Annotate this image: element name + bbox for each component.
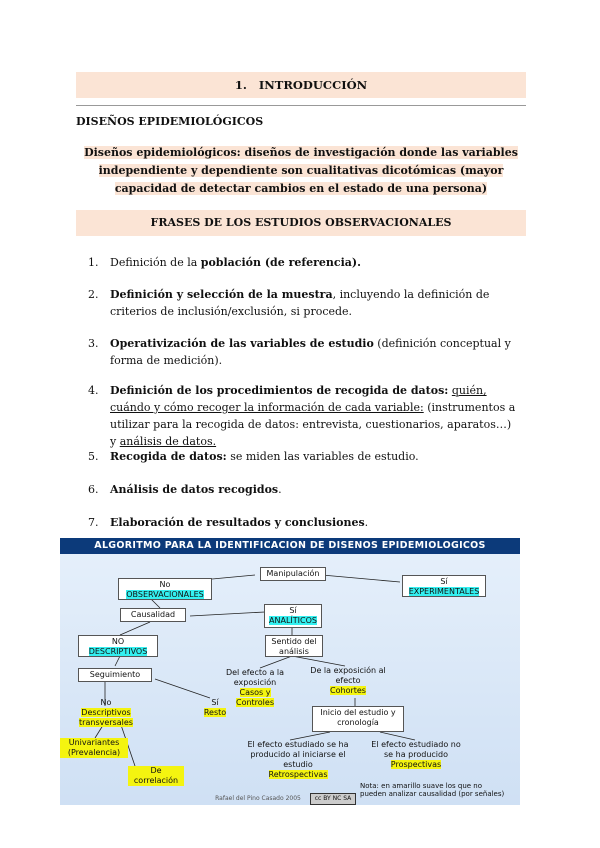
item-number: 6. (88, 483, 99, 496)
item-bold: Análisis de datos recogidos (110, 483, 279, 496)
page-subtitle: DISEÑOS EPIDEMIOLÓGICOS (76, 115, 264, 128)
retrospectivas-label: Retrospectivas (268, 770, 328, 779)
connector (120, 622, 150, 635)
resto-label: Resto (203, 708, 227, 717)
section-title: INTRODUCCIÓN (258, 78, 368, 92)
item-text: (instrumentos a utilizar para la recogida de datos: entrevista, cuestionarios, aparatos…) y (110, 401, 516, 448)
casos-label: Casos y Controles (235, 688, 274, 707)
item-text: . (364, 516, 369, 529)
experimentales-label: EXPERIMENTALES (408, 587, 480, 596)
connector (115, 656, 120, 666)
diagram-author: Rafael del Pino Casado 2005 (215, 795, 301, 802)
list-item (88, 335, 518, 369)
si3-label: Sí (211, 698, 219, 707)
definition-paragraph (76, 144, 526, 198)
item-bold: Definición de los procedimientos de recogida de datos: (110, 384, 449, 397)
section-header (76, 72, 526, 98)
definition-text: Diseños epidemiológicos: diseños de investigación donde las variables independiente y dependiente son cualitativas dicotómicas (mayor capacidad de detectar cambios en el estado de una persona) (84, 146, 518, 195)
item-number: 7. (88, 516, 99, 529)
connector (290, 732, 330, 740)
item-underlined: análisis de datos. (119, 435, 217, 448)
item-bold: Recogida de datos: (110, 450, 227, 463)
item-text: . (278, 483, 282, 496)
retro-text: El efecto estudiado se ha producido al iniciarse el estudio (247, 740, 349, 769)
connector (190, 612, 265, 616)
experimentales-node (402, 575, 486, 597)
list-item (88, 448, 518, 465)
analiticos-node (264, 604, 322, 628)
observacionales-node (118, 578, 212, 600)
item-text: Definición de la (110, 256, 201, 269)
transversales-label: Descriptivos transversales (79, 708, 133, 727)
cohortes-label: Cohortes (330, 686, 366, 695)
item-number: 3. (88, 337, 99, 350)
item-bold: Elaboración de resultados y conclusiones (110, 516, 365, 529)
item-text: , incluyendo la definición de criterios de inclusión/exclusión, si procede. (110, 288, 490, 318)
analiticos-label: ANALÍTICOS (269, 616, 317, 625)
list-item (88, 254, 518, 271)
descriptivos-label: DESCRIPTIVOS (88, 647, 148, 656)
efecto-label: Del efecto a la exposición (225, 668, 285, 687)
phases-header: FRASES DE LOS ESTUDIOS OBSERVACIONALES (76, 210, 526, 236)
seguimiento-node: Seguimiento (78, 668, 152, 682)
connector (292, 656, 345, 666)
connector (322, 575, 400, 582)
si-label: Sí (440, 577, 448, 586)
exposicion-node (310, 666, 386, 696)
item-number: 1. (88, 256, 99, 269)
algorithm-diagram (60, 538, 520, 805)
list-item (88, 481, 518, 498)
prospectivas-node (366, 740, 466, 770)
connector (260, 656, 292, 668)
section-number: 1. (234, 78, 247, 92)
causalidad-node: Causalidad (120, 608, 186, 622)
exposicion-label: De la exposición al efecto (310, 666, 386, 685)
pros-text: El efecto estudiado no se ha producido (371, 740, 461, 759)
no-label: No (159, 580, 171, 589)
list-item (88, 382, 518, 450)
list-item (88, 514, 518, 531)
inicio-node: Inicio del estudio y cronología (312, 706, 404, 732)
item-bold: Operativización de las variables de estudio (110, 337, 374, 350)
prospectivas-label: Prospectivas (390, 760, 442, 769)
item-number: 4. (88, 384, 99, 397)
descriptivos-node (78, 635, 158, 657)
divider (76, 105, 526, 106)
sentido-node: Sentido del análisis (265, 635, 323, 657)
retrospectivas-node (246, 740, 350, 780)
no3-label: No (100, 698, 112, 707)
manipulacion-node: Manipulación (260, 567, 326, 581)
no2-label: NO (111, 637, 125, 646)
resto-node (195, 698, 235, 718)
correlacion-node: De correlación (128, 766, 184, 786)
diagram-note: Nota: en amarillo suave los que no pueden analizar causalidad (por señales) (360, 782, 505, 798)
item-text: se miden las variables de estudio. (226, 450, 419, 463)
connector (155, 679, 210, 698)
item-text: (definición conceptual y forma de medición). (110, 337, 511, 367)
list-item (88, 286, 518, 320)
item-number: 5. (88, 450, 99, 463)
observacionales-label: OBSERVACIONALES (126, 590, 204, 599)
item-bold: Definición y selección de la muestra (110, 288, 333, 301)
connector (380, 732, 415, 740)
si2-label: Sí (289, 606, 297, 615)
cc-license-badge: cc BY NC SA (310, 793, 356, 805)
item-underlined: quién, cuándo y cómo recoger la información de cada variable: (110, 384, 487, 414)
diagram-title: ALGORITMO PARA LA IDENTIFICACION DE DISENOS EPIDEMIOLOGICOS (60, 538, 520, 554)
univariantes-node: Univariantes (Prevalencia) (60, 738, 128, 758)
transversales-node (68, 698, 144, 728)
item-number: 2. (88, 288, 99, 301)
item-bold: población (de referencia). (200, 256, 361, 269)
